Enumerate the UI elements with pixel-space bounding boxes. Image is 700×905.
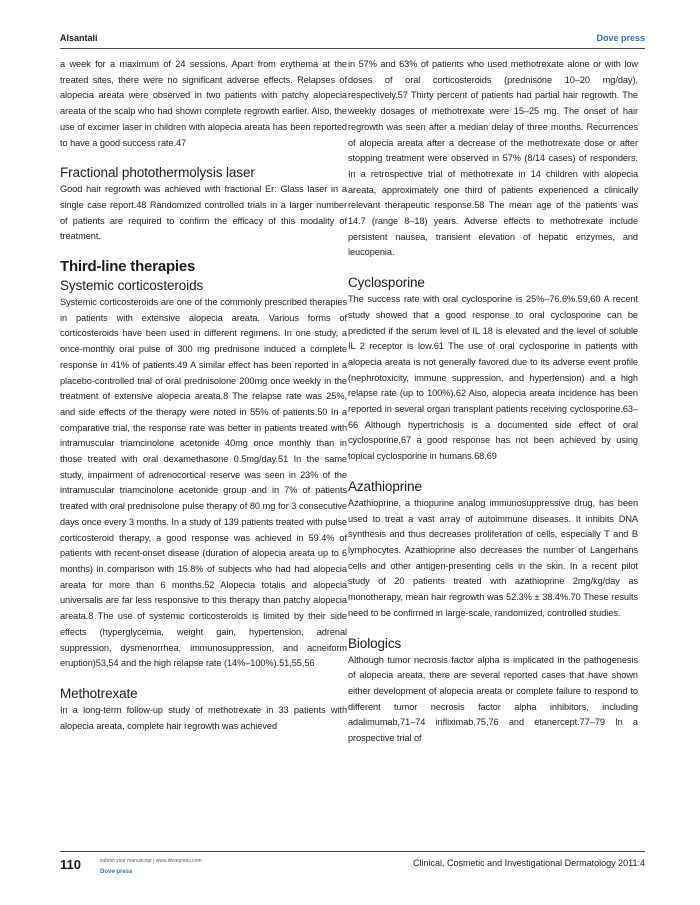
cyclosporine-heading: Cyclosporine (348, 275, 425, 291)
right-column (348, 57, 638, 747)
biologics-paragraph: Although tumor necrosis factor alpha is implicated in the pathogenesis of alopecia areata, there are several reported cases that have shown either development of alopecia areata or complete failure to respond to different tumor necrosis factor alpha inhibitors, including adalimumab,71–74 infliximab,75,76 and etanercept.77–79 In a prospective trial of (348, 654, 638, 744)
left-column (60, 57, 347, 734)
footer-rule (60, 851, 645, 852)
footer-brand: Dove press (100, 869, 133, 875)
page-number: 110 (60, 857, 81, 872)
fractional-laser-paragraph: Good hair regrowth was achieved with fractional Er: Glass laser in a single case report.48 Randomized controlled trials in a larger number of patients are required to confirm the efficacy of this modality of treatment. (60, 184, 347, 242)
third-line-heading: Third-line therapies (60, 258, 196, 276)
intro-paragraph: a week for a maximum of 24 sessions. Apart from erythema at the treated sites, there were no significant adverse effects. Relapses of alopecia areata were observed in two patients with patchy alopecia areata of the scalp who had shown complete regrowth earlier. Also, the use of excimer laser in children with alopecia areata has been reported to have a good success rate.47 (60, 59, 347, 148)
azathioprine-paragraph: Azathioprine, a thiopurine analog immunosuppressive drug, has been used to treat a vast array of autoimmune diseases. It inhibits DNA synthesis and thus decreases proliferation of cells, especially T and B lymphocytes. Azathioprine also decreases the number of Langerhans cells and other antigen-presenting cells in the skin. In a recent pilot study of 20 patients treated with azathioprine 2mg/kg/day as monotherapy, mean hair regrowth was 52.3% ± 38.4%.70 These results need to be confirmed in large-scale, randomized, controlled studies. (348, 497, 638, 618)
author-name: Alsantali (60, 33, 98, 43)
publisher-brand[interactable]: Dove press (596, 33, 645, 43)
azathioprine-heading: Azathioprine (348, 478, 422, 494)
running-header (60, 33, 645, 47)
fractional-laser-heading: Fractional photothermolysis laser (60, 165, 255, 181)
journal-citation: Clinical, Cosmetic and Investigational Dermatology 2011:4 (413, 858, 645, 868)
systemic-corticosteroids-heading: Systemic corticosteroids (60, 278, 204, 294)
cyclosporine-paragraph: The success rate with oral cyclosporine is 25%–76.6%.59,60 A recent study showed that a good response to oral cyclosporine can be predicted if the serum level of IL 18 is elevated and the level of soluble IL 2 receptor is low.61 The use of oral cyclosporine in patients with alopecia areata is not generally favored due to its adverse event profile (nephrotoxicity, immune suppression, and hypertension) and a high relapse rate (up to 100%).62 Also, alopecia areata incidence has been reported in several organ transplant patients receiving cyclosporine.63–66 Although hypertrichosis is a documented side effect of oral cyclosporine,67 a good response has not been achieved by using topical cyclosporine in humans.68,69 (348, 294, 638, 462)
methotrexate-continued-paragraph: in 57% and 63% of patients who used methotrexate alone or with low doses of oral corticosteroids (prednisone 10–20 mg/day), respectively.57 Thirty percent of patients had partial hair regrowth. The weekly dosages of methotrexate were 15–25 mg. The onset of hair regrowth was seen after a median delay of three months. Recurrences of alopecia areata after a decrease of the methotrexate dose or after stopping treatment were observed in 57% (8/14 cases) of responders. In a retrospective trial of methotrexate in 14 children with alopecia areata, approximately one third of patients experienced a clinically relevant therapeutic response.58 The mean age of the patients was 14.7 (range 8–18) years. Adverse effects to methotrexate include persistent nausea, transient elevation of hepatic enzymes, and leucopenia. (348, 59, 638, 258)
methotrexate-heading: Methotrexate (60, 685, 138, 701)
methotrexate-paragraph: In a long-term follow-up study of methotrexate in 33 patients with alopecia areata, complete hair regrowth was achieved (60, 704, 347, 731)
header-rule (60, 48, 645, 49)
systemic-corticosteroids-paragraph: Systemic corticosteroids are one of the commonly prescribed therapies in patients with extensive alopecia areata. Various forms of corticosteroids have been used in different regimens. In one study, a once-monthly oral pulse of 300 mg prednisone induced a complete response in 41% of patients.49 A similar effect has been reported in a placebo-controlled trial of oral prednisolone 200mg once weekly in the treatment of extensive alopecia areata.8 The relapse rate was 25%, and side effects of the therapy were noted in 55% of patients.50 In a comparative trial, the response rate was better in patients treated with intramuscular triamcinolone acetonide 40mg once monthly than in those treated with oral dexamethasone 0.5mg/day.51 In the same study, impairment of adrenocortical reserve was seen in 23% of the intramuscular triamcinolone acetonide group and in 7% of patients treated with oral prednisolone pulse therapy of 80 mg for 3 consecutive days once every 3 months. In a study of 139 patients treated with pulse corticosteroid therapy, a good response was achieved in 59.4% of patients with recent-onset disease (duration of alopecia areata up to 6 months) in comparison with 15.8% of subjects who had had alopecia areata for more than 6 months.52 Alopecia totalis and alopecia universalis are far less responsive to this therapy than patchy alopecia areata.8 The use of systemic corticosteroids is limited by their side effects (hyperglycemia, weight gain, hypertension, adrenal suppression, dysmenorrhea, immunosuppression, and acneiform eruption)53,54 and the high relapse rate (14%–100%).51,55,56 (60, 297, 347, 669)
page-footer (60, 856, 645, 886)
biologics-heading: Biologics (348, 635, 402, 651)
submit-manuscript-link[interactable]: submit your manuscript | www.dovepress.com (100, 858, 202, 864)
